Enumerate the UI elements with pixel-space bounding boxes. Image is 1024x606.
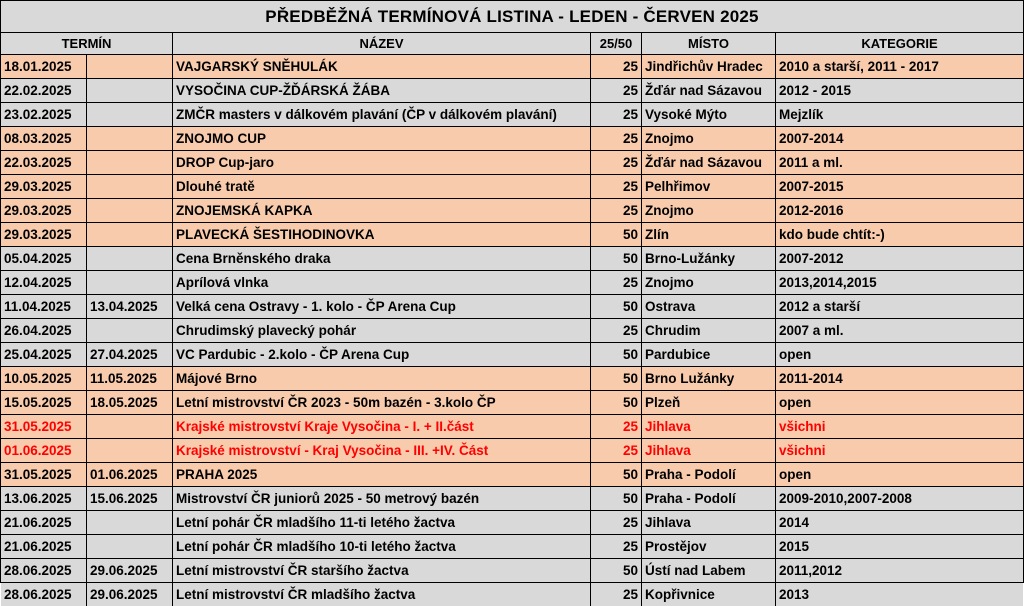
category-cell: 2011 a ml. bbox=[779, 155, 843, 170]
table-row bbox=[1, 175, 1023, 199]
venue-cell: Praha - Podolí bbox=[642, 463, 776, 486]
event-name-cell: Letní pohár ČR mladšího 10-ti letého žactva bbox=[173, 535, 591, 558]
date-from-cell: 15.05.2025 bbox=[1, 391, 87, 414]
pool-length-cell: 25 bbox=[591, 199, 642, 222]
category-cell: všichni bbox=[779, 443, 826, 458]
table-row bbox=[1, 295, 1023, 319]
category-cell: 2013 bbox=[779, 587, 810, 602]
category-cell: Mejzlík bbox=[779, 107, 824, 122]
date-from-cell: 11.04.2025 bbox=[1, 295, 87, 318]
table-body bbox=[1, 55, 1023, 606]
date-from-cell: 13.06.2025 bbox=[1, 487, 87, 510]
date-from-cell: 12.04.2025 bbox=[1, 271, 87, 294]
date-to-cell bbox=[87, 127, 173, 150]
category-cell: 2007-2015 bbox=[779, 179, 844, 194]
category-cell: 2010 a starší, 2011 - 2017 bbox=[779, 59, 939, 74]
date-to-cell: 18.05.2025 bbox=[87, 391, 173, 414]
event-name-cell: VC Pardubic - 2.kolo - ČP Arena Cup bbox=[173, 343, 591, 366]
event-name-cell: VAJGARSKÝ SNĚHULÁK bbox=[173, 55, 591, 78]
pool-length-cell: 50 bbox=[591, 343, 642, 366]
category-cell: open bbox=[779, 395, 812, 410]
date-to-cell: 29.06.2025 bbox=[87, 559, 173, 582]
header-kategorie: KATEGORIE bbox=[861, 36, 938, 51]
date-from-cell: 29.03.2025 bbox=[1, 199, 87, 222]
pool-length-cell: 50 bbox=[591, 223, 642, 246]
category-cell: 2011-2014 bbox=[779, 371, 843, 386]
pool-length-cell: 25 bbox=[591, 583, 642, 606]
pool-length-cell: 25 bbox=[591, 151, 642, 174]
category-cell: 2011,2012 bbox=[779, 563, 843, 578]
venue-cell: Vysoké Mýto bbox=[642, 103, 776, 126]
category-cell: open bbox=[779, 467, 812, 482]
venue-cell: Pardubice bbox=[642, 343, 776, 366]
category-cell: open bbox=[779, 347, 812, 362]
category-cell: 2014 bbox=[779, 515, 810, 530]
event-name-cell: ZNOJMO CUP bbox=[173, 127, 591, 150]
category-cell: 2012 a starší bbox=[779, 299, 861, 314]
event-name-cell: ZNOJEMSKÁ KAPKA bbox=[173, 199, 591, 222]
pool-length-cell: 25 bbox=[591, 535, 642, 558]
table-row bbox=[1, 343, 1023, 367]
category-cell: všichni bbox=[779, 419, 826, 434]
event-name-cell: Mistrovství ČR juniorů 2025 - 50 metrový bazén bbox=[173, 487, 591, 510]
pool-length-cell: 50 bbox=[591, 487, 642, 510]
date-to-cell: 15.06.2025 bbox=[87, 487, 173, 510]
category-cell: 2007-2014 bbox=[779, 131, 844, 146]
pool-length-cell: 50 bbox=[591, 247, 642, 270]
venue-cell: Žďár nad Sázavou bbox=[642, 151, 776, 174]
date-from-cell: 22.03.2025 bbox=[1, 151, 87, 174]
event-name-cell: Krajské mistrovství - Kraj Vysočina - III. +IV. Část bbox=[173, 439, 591, 462]
pool-length-cell: 50 bbox=[591, 391, 642, 414]
venue-cell: Pelhřimov bbox=[642, 175, 776, 198]
venue-cell: Jihlava bbox=[642, 511, 776, 534]
date-from-cell: 23.02.2025 bbox=[1, 103, 87, 126]
event-name-cell: Letní mistrovství ČR staršího žactva bbox=[173, 559, 591, 582]
venue-cell: Praha - Podolí bbox=[642, 487, 776, 510]
event-name-cell: Letní mistrovství ČR mladšího žactva bbox=[173, 583, 591, 606]
date-from-cell: 28.06.2025 bbox=[1, 583, 87, 606]
table-row bbox=[1, 583, 1023, 606]
date-to-cell: 01.06.2025 bbox=[87, 463, 173, 486]
table-row bbox=[1, 271, 1023, 295]
header-misto: MÍSTO bbox=[642, 33, 776, 54]
venue-cell: Plzeň bbox=[642, 391, 776, 414]
table-row bbox=[1, 487, 1023, 511]
event-name-cell: Letní mistrovství ČR 2023 - 50m bazén - 3.kolo ČP bbox=[173, 391, 591, 414]
header-bazen: 25/50 bbox=[591, 33, 642, 54]
category-cell: 2007 a ml. bbox=[779, 323, 844, 338]
table-row bbox=[1, 79, 1023, 103]
category-cell: 2013,2014,2015 bbox=[779, 275, 877, 290]
date-from-cell: 01.06.2025 bbox=[1, 439, 87, 462]
venue-cell: Ústí nad Labem bbox=[642, 559, 776, 582]
date-to-cell: 27.04.2025 bbox=[87, 343, 173, 366]
date-to-cell bbox=[87, 439, 173, 462]
pool-length-cell: 25 bbox=[591, 127, 642, 150]
date-from-cell: 18.01.2025 bbox=[1, 55, 87, 78]
venue-cell: Prostějov bbox=[642, 535, 776, 558]
table-row bbox=[1, 103, 1023, 127]
pool-length-cell: 25 bbox=[591, 103, 642, 126]
event-name-cell: ZMČR masters v dálkovém plavání (ČP v dálkovém plavání) bbox=[173, 103, 591, 126]
event-name-cell: PRAHA 2025 bbox=[173, 463, 591, 486]
pool-length-cell: 50 bbox=[591, 295, 642, 318]
table-row bbox=[1, 415, 1023, 439]
date-to-cell bbox=[87, 415, 173, 438]
date-to-cell: 29.06.2025 bbox=[87, 583, 173, 606]
table-row bbox=[1, 223, 1023, 247]
date-to-cell bbox=[87, 199, 173, 222]
event-name-cell: Letní pohár ČR mladšího 11-ti letého žactva bbox=[173, 511, 591, 534]
header-nazev: NÁZEV bbox=[173, 33, 591, 54]
venue-cell: Brno-Lužánky bbox=[642, 247, 776, 270]
date-to-cell bbox=[87, 511, 173, 534]
table-row bbox=[1, 535, 1023, 559]
pool-length-cell: 25 bbox=[591, 439, 642, 462]
category-cell: kdo bude chtít:-) bbox=[779, 227, 885, 242]
pool-length-cell: 25 bbox=[591, 55, 642, 78]
venue-cell: Chrudim bbox=[642, 319, 776, 342]
pool-length-cell: 25 bbox=[591, 271, 642, 294]
table-row bbox=[1, 559, 1023, 583]
venue-cell: Znojmo bbox=[642, 199, 776, 222]
event-name-cell: Dlouhé tratě bbox=[173, 175, 591, 198]
venue-cell: Ostrava bbox=[642, 295, 776, 318]
date-to-cell bbox=[87, 223, 173, 246]
event-name-cell: Velká cena Ostravy - 1. kolo - ČP Arena Cup bbox=[173, 295, 591, 318]
date-to-cell: 11.05.2025 bbox=[87, 367, 173, 390]
date-to-cell bbox=[87, 175, 173, 198]
category-cell: 2012 - 2015 bbox=[779, 83, 852, 98]
date-from-cell: 26.04.2025 bbox=[1, 319, 87, 342]
date-from-cell: 05.04.2025 bbox=[1, 247, 87, 270]
pool-length-cell: 25 bbox=[591, 79, 642, 102]
date-to-cell bbox=[87, 151, 173, 174]
date-to-cell: 13.04.2025 bbox=[87, 295, 173, 318]
event-name-cell: Krajské mistrovství Kraje Vysočina - I. + II.část bbox=[173, 415, 591, 438]
table-row bbox=[1, 319, 1023, 343]
date-from-cell: 28.06.2025 bbox=[1, 559, 87, 582]
category-cell: 2009-2010,2007-2008 bbox=[779, 491, 912, 506]
venue-cell: Jihlava bbox=[642, 415, 776, 438]
pool-length-cell: 50 bbox=[591, 463, 642, 486]
event-name-cell: Chrudimský plavecký pohár bbox=[173, 319, 591, 342]
date-to-cell bbox=[87, 271, 173, 294]
table-row bbox=[1, 199, 1023, 223]
date-from-cell: 31.05.2025 bbox=[1, 463, 87, 486]
table-row bbox=[1, 511, 1023, 535]
header-termin: TERMÍN bbox=[1, 33, 173, 54]
date-to-cell bbox=[87, 535, 173, 558]
event-name-cell: DROP Cup-jaro bbox=[173, 151, 591, 174]
date-to-cell bbox=[87, 247, 173, 270]
date-from-cell: 29.03.2025 bbox=[1, 223, 87, 246]
venue-cell: Jihlava bbox=[642, 439, 776, 462]
pool-length-cell: 50 bbox=[591, 367, 642, 390]
table-row bbox=[1, 439, 1023, 463]
date-from-cell: 08.03.2025 bbox=[1, 127, 87, 150]
date-to-cell bbox=[87, 319, 173, 342]
event-name-cell: PLAVECKÁ ŠESTIHODINOVKA bbox=[173, 223, 591, 246]
event-name-cell: Aprílová vlnka bbox=[173, 271, 591, 294]
venue-cell: Brno Lužánky bbox=[642, 367, 776, 390]
table-row bbox=[1, 151, 1023, 175]
category-cell: 2007-2012 bbox=[779, 251, 844, 266]
category-cell: 2012-2016 bbox=[779, 203, 844, 218]
date-from-cell: 29.03.2025 bbox=[1, 175, 87, 198]
table-row bbox=[1, 367, 1023, 391]
date-from-cell: 21.06.2025 bbox=[1, 535, 87, 558]
date-from-cell: 21.06.2025 bbox=[1, 511, 87, 534]
venue-cell: Žďár nad Sázavou bbox=[642, 79, 776, 102]
date-from-cell: 10.05.2025 bbox=[1, 367, 87, 390]
table-row bbox=[1, 391, 1023, 415]
pool-length-cell: 25 bbox=[591, 175, 642, 198]
date-from-cell: 25.04.2025 bbox=[1, 343, 87, 366]
category-cell: 2015 bbox=[779, 539, 810, 554]
date-from-cell: 31.05.2025 bbox=[1, 415, 87, 438]
pool-length-cell: 25 bbox=[591, 511, 642, 534]
event-name-cell: Májové Brno bbox=[173, 367, 591, 390]
venue-cell: Znojmo bbox=[642, 127, 776, 150]
venue-cell: Zlín bbox=[642, 223, 776, 246]
venue-cell: Znojmo bbox=[642, 271, 776, 294]
venue-cell: Jindřichův Hradec bbox=[642, 55, 776, 78]
pool-length-cell: 25 bbox=[591, 415, 642, 438]
pool-length-cell: 50 bbox=[591, 559, 642, 582]
event-name-cell: VYSOČINA CUP-ŽĎÁRSKÁ ŽÁBA bbox=[173, 79, 591, 102]
date-to-cell bbox=[87, 79, 173, 102]
table-row bbox=[1, 463, 1023, 487]
table-row bbox=[1, 55, 1023, 79]
date-to-cell bbox=[87, 103, 173, 126]
table-row bbox=[1, 127, 1023, 151]
table-row bbox=[1, 247, 1023, 271]
date-to-cell bbox=[87, 55, 173, 78]
pool-length-cell: 25 bbox=[591, 319, 642, 342]
header-row bbox=[1, 33, 1023, 55]
event-name-cell: Cena Brněnského draka bbox=[173, 247, 591, 270]
venue-cell: Kopřivnice bbox=[642, 583, 776, 606]
date-from-cell: 22.02.2025 bbox=[1, 79, 87, 102]
sheet-title: PŘEDBĚŽNÁ TERMÍNOVÁ LISTINA - LEDEN - ČERVEN 2025 bbox=[1, 1, 1023, 33]
